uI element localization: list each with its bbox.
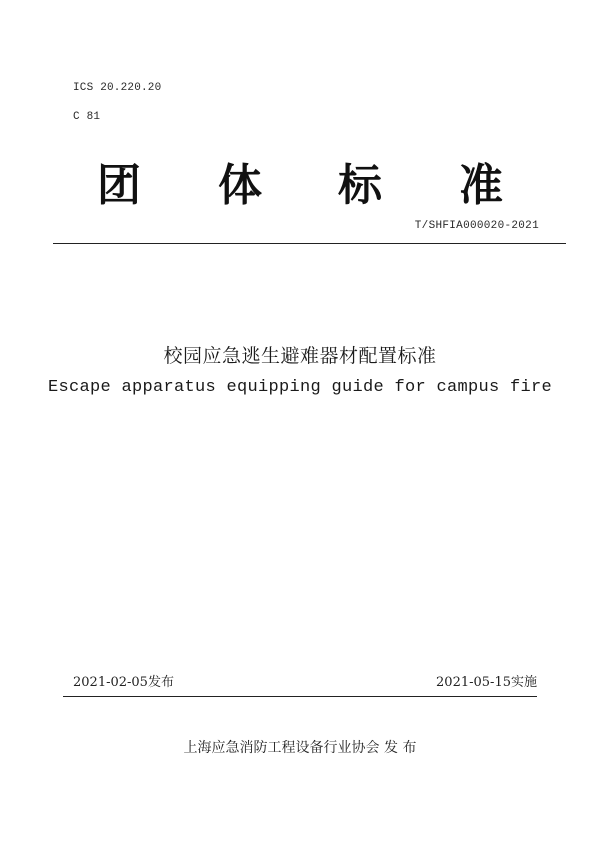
publisher: 上海应急消防工程设备行业协会 发 布 bbox=[183, 740, 417, 756]
footer-divider bbox=[63, 696, 537, 697]
english-title: Escape apparatus equipping guide for campus fire bbox=[47, 378, 553, 397]
chinese-title: 校园应急逃生避难器材配置标准 bbox=[163, 345, 437, 367]
main-title bbox=[0, 160, 600, 212]
ics-code: ICS 20.220.20 bbox=[73, 82, 162, 94]
standard-number: T/SHFIA000020-2021 bbox=[414, 220, 539, 232]
title-char-1: 团 bbox=[97, 160, 141, 211]
title-char-3: 标 bbox=[338, 160, 382, 211]
issue-date: 2021-02-05发布 bbox=[73, 675, 174, 690]
implementation-date: 2021-05-15实施 bbox=[436, 675, 537, 690]
ccs-code: C 81 bbox=[73, 111, 101, 123]
title-char-4: 准 bbox=[459, 160, 503, 211]
title-char-2: 体 bbox=[218, 160, 262, 211]
header-divider bbox=[53, 243, 566, 244]
